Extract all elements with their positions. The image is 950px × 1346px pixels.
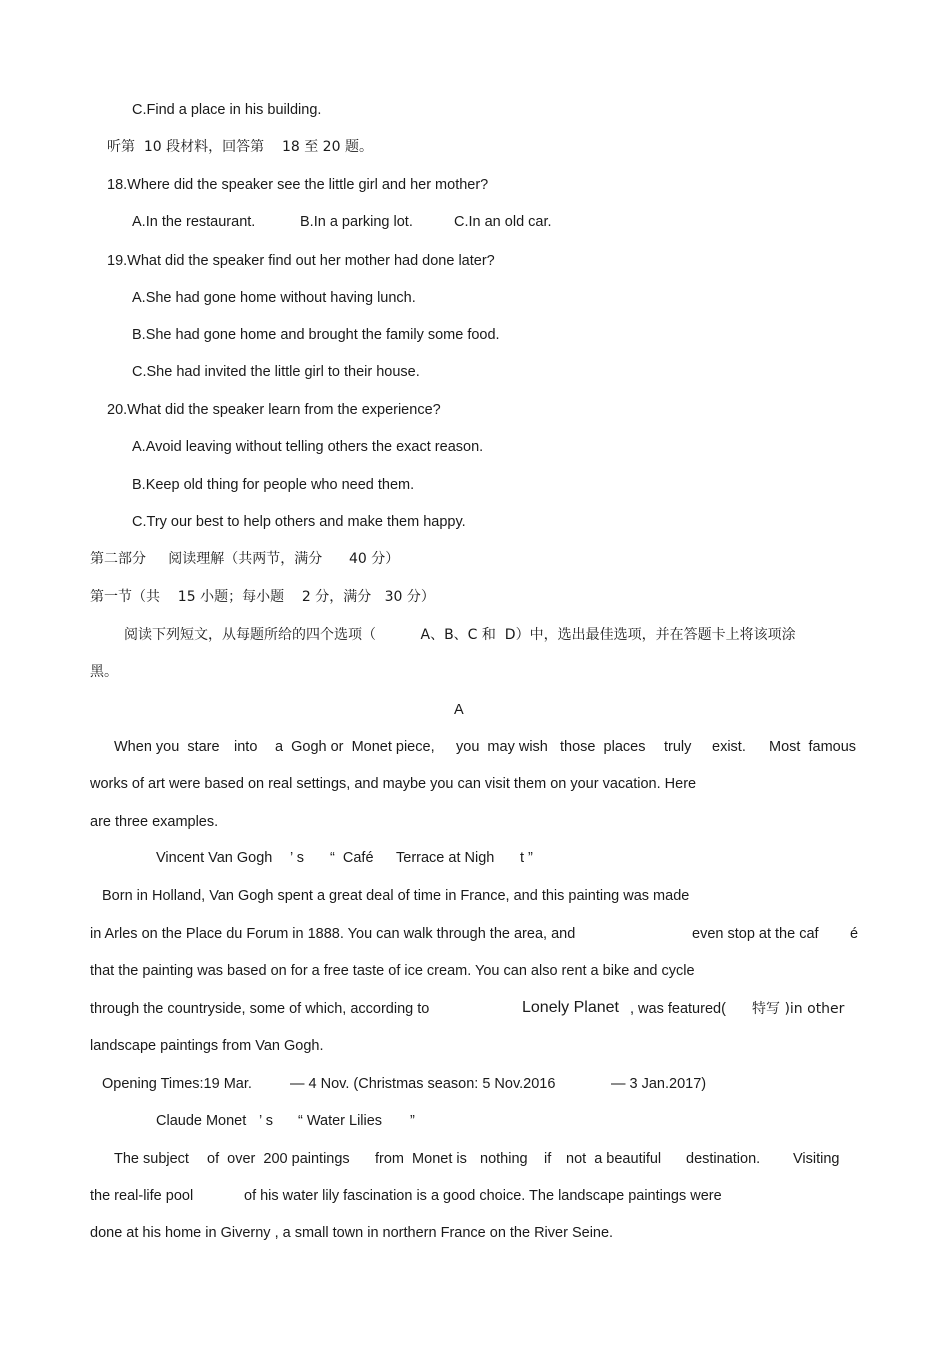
- intro-line2: works of art were based on real settings, and maybe you can visit them on your vacation. Here: [90, 776, 697, 792]
- intro-word: When you stare: [114, 739, 220, 755]
- monet-word: not a beautiful: [566, 1151, 662, 1167]
- q19-option-a: A.She had gone home without having lunch.: [132, 290, 416, 306]
- vangogh-line4: , was featured(: [630, 1001, 726, 1017]
- monet-word: destination.: [686, 1151, 761, 1167]
- part2-heading: 第二部分 阅读理解（共两节，满分 40 分）: [90, 551, 400, 567]
- opening-times: — 4 Nov. (Christmas season: 5 Nov.2016: [290, 1076, 556, 1092]
- vangogh-title: ’ s: [290, 850, 304, 866]
- monet-word: of over 200 paintings: [207, 1151, 350, 1167]
- intro-word: truly: [664, 739, 692, 755]
- monet-word: Visiting: [793, 1151, 840, 1167]
- q19-option-c: C.She had invited the little girl to their house.: [132, 364, 420, 380]
- passage-label: A: [454, 702, 464, 718]
- section1-heading: 第一节（共 15 小题；每小题 2 分，满分 30 分）: [90, 589, 435, 605]
- instruction-line1: 阅读下列短文，从每题所给的四个选项（ A、B、C 和 D）中，选出最佳选项，并在答题卡上将该项涂: [124, 627, 796, 643]
- intro-word: you may wish: [456, 739, 548, 755]
- monet-title: “ Water Lilies: [298, 1113, 383, 1129]
- opening-times: Opening Times:19 Mar.: [102, 1076, 252, 1092]
- monet-word: from Monet is: [375, 1151, 467, 1167]
- q18-question: 18.Where did the speaker see the little girl and her mother?: [107, 177, 489, 193]
- vangogh-line1: Born in Holland, Van Gogh spent a great deal of time in France, and this painting was made: [102, 888, 690, 904]
- vangogh-line4: through the countryside, some of which, according to: [90, 1001, 430, 1017]
- intro-word: into: [234, 739, 258, 755]
- lonely-planet-title: Lonely Planet: [522, 999, 619, 1016]
- instruction-line2: 黑。: [90, 664, 118, 680]
- q18-option-b: B.In a parking lot.: [300, 214, 413, 230]
- q19-question: 19.What did the speaker find out her mother had done later?: [107, 253, 495, 269]
- vangogh-line4: 特写 )in other: [752, 1001, 845, 1017]
- monet-line2: the real-life pool: [90, 1188, 194, 1204]
- q20-option-c: C.Try our best to help others and make them happy.: [132, 514, 466, 530]
- q19-option-b: B.She had gone home and brought the family some food.: [132, 327, 500, 343]
- monet-word: nothing: [480, 1151, 528, 1167]
- vangogh-line5: landscape paintings from Van Gogh.: [90, 1038, 324, 1054]
- q20-option-a: A.Avoid leaving without telling others the exact reason.: [132, 439, 484, 455]
- monet-word: The subject: [114, 1151, 189, 1167]
- q18-option-c: C.In an old car.: [454, 214, 552, 230]
- intro-word: a Gogh or Monet piece,: [275, 739, 435, 755]
- monet-title: ”: [410, 1113, 415, 1129]
- monet-title: ’ s: [259, 1113, 273, 1129]
- monet-line2: of his water lily fascination is a good choice. The landscape paintings were: [244, 1188, 722, 1204]
- monet-title: Claude Monet: [156, 1113, 247, 1129]
- vangogh-line2: é: [850, 926, 859, 942]
- vangogh-line3: that the painting was based on for a free taste of ice cream. You can also rent a bike and cycle: [90, 963, 695, 979]
- vangogh-title: Terrace at Nigh: [396, 850, 495, 866]
- q20-option-b: B.Keep old thing for people who need them.: [132, 477, 415, 493]
- vangogh-title: “ Café: [330, 850, 374, 866]
- q17-option-c: C.Find a place in his building.: [132, 102, 322, 118]
- intro-line3: are three examples.: [90, 814, 219, 830]
- intro-word: exist.: [712, 739, 746, 755]
- q18-option-a: A.In the restaurant.: [132, 214, 256, 230]
- listening-section-intro: 听第 10 段材料，回答第 18 至 20 题。: [107, 139, 373, 155]
- vangogh-title: t ”: [520, 850, 533, 866]
- vangogh-title: Vincent Van Gogh: [156, 850, 273, 866]
- intro-word: those places: [560, 739, 646, 755]
- monet-line3: done at his home in Giverny , a small town in northern France on the River Seine.: [90, 1225, 614, 1241]
- q20-question: 20.What did the speaker learn from the experience?: [107, 402, 441, 418]
- intro-word: Most famous: [769, 739, 857, 755]
- opening-times: — 3 Jan.2017): [611, 1076, 707, 1092]
- monet-word: if: [544, 1151, 552, 1167]
- vangogh-line2: in Arles on the Place du Forum in 1888. You can walk through the area, and: [90, 926, 576, 942]
- vangogh-line2: even stop at the caf: [692, 926, 819, 942]
